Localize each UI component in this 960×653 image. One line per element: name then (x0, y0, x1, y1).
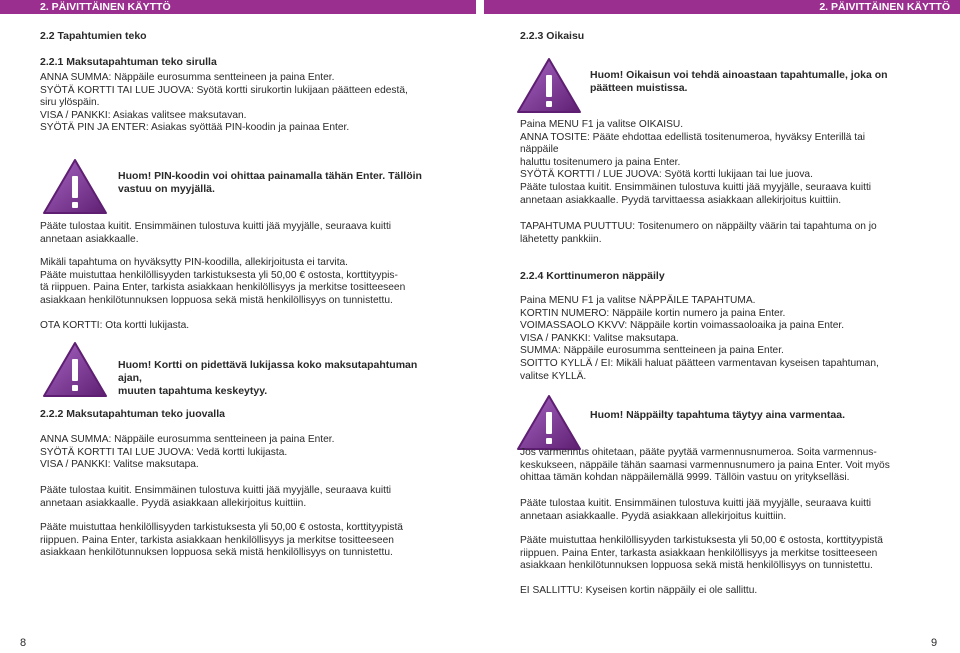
text-line: ANNA SUMMA: Näppäile eurosumma sentteineen ja paina Enter. (40, 434, 335, 445)
section-heading: 2.2 Tapahtumien teko (40, 30, 147, 42)
text-line: Pääte tulostaa kuitit. Ensimmäinen tulostuva kuitti jää myyjälle, seuraava kuitti (40, 485, 392, 496)
warning-triangle-icon (40, 340, 110, 400)
header-bar-right (484, 0, 960, 14)
text-line: Huom! Oikaisun voi tehdä ainoastaan tapahtumalle, joka on (590, 69, 888, 81)
text-line: ohittaa tämän kohdan näppäilemällä 9999. Tällöin vastuu on yritykselläsi. (520, 472, 850, 484)
text-line: Mikäli tapahtuma on hyväksytty PIN-koodilla, allekirjoitusta ei tarvita. (40, 257, 349, 268)
paragraph-missing-transaction (520, 221, 877, 246)
paragraph-not-allowed: EI SALLITTU: Kyseisen kortin näppäily ei ole sallittu. (520, 585, 758, 596)
text-line: riippuen. Paina Enter, tarkasta asiakkaan henkilöllisyys ja merkitse tositteeseen (520, 547, 878, 559)
text-line: annetaan asiakkaalle. Pyydä asiakkaan allekirjoitus kuittiin. (40, 497, 307, 509)
text-line: asiakkaan henkilötunnuksen loppuosa sekä mistä henkilöllisyys on tunnistettu. (40, 294, 393, 306)
paragraph-correction-steps (520, 119, 900, 182)
text-line: VISA / PANKKI: Valitse maksutapa. (520, 332, 679, 344)
text-line: Huom! Kortti on pidettävä lukijassa koko maksutapahtuman ajan, (118, 359, 418, 384)
header-title-right: 2. PÄIVITTÄINEN KÄYTTÖ (819, 1, 950, 13)
paragraph-receipts-stripe (40, 485, 391, 510)
warning-text (590, 409, 845, 422)
warning-text (118, 170, 422, 196)
text-line: VISA / PANKKI: Asiakas valitsee maksutavan. (40, 109, 247, 121)
warning-box-verify (514, 393, 845, 453)
paragraph-id-check (40, 257, 405, 307)
text-line: vastuu on myyjällä. (118, 183, 215, 195)
text-line: Huom! Näppäilty tapahtuma täytyy aina varmentaa. (590, 409, 845, 421)
text-line: TAPAHTUMA PUUTTUU: Tositenumero on näppäilty väärin tai tapahtuma on jo (520, 221, 877, 232)
header-bar-left (0, 0, 476, 14)
text-line: valitse KYLLÄ. (520, 370, 587, 382)
text-line: asiakkaan henkilötunnuksen loppuosa sekä mistä henkilöllisyys on tunnistettu. (40, 547, 393, 559)
text-line: ANNA TOSITE: Pääte ehdottaa edellistä tositenumeroa, hyväksy Enterillä tai näppäile (520, 131, 866, 156)
warning-triangle-icon (40, 157, 110, 217)
text-line: annetaan asiakkaalle. Pyydä asiakkaan allekirjoitus kuittiin. (520, 510, 787, 522)
subsection-heading-2-2-2: 2.2.2 Maksutapahtuman teko juovalla (40, 408, 225, 420)
text-line: Pääte muistuttaa henkilöllisyyden tarkistuksesta yli 50,00 € ostosta, korttityypis- (40, 269, 398, 281)
text-line: Huom! PIN-koodin voi ohittaa painamalla tähän Enter. Tällöin (118, 170, 422, 182)
text-line: Pääte muistuttaa henkilöllisyyden tarkistuksesta yli 50,00 € ostosta, korttityypistä (520, 535, 883, 546)
text-line: annetaan asiakkaalle. Pyydä tarvittaessa asiakkaan allekirjoitus kuittiin. (520, 194, 842, 206)
paragraph-verification (520, 447, 890, 485)
text-line: Paina MENU F1 ja valitse OIKAISU. (520, 119, 684, 130)
text-line: tä riippuen. Paina Enter, tarkista asiakkaan henkilöllisyys ja merkitse tositteeseen (40, 282, 406, 294)
text-line: Pääte muistuttaa henkilöllisyyden tarkistuksesta yli 50,00 € ostosta, korttityypistä (40, 522, 403, 533)
text-line: Jos varmennus ohitetaan, pääte pyytää varmennusnumeroa. Soita varmennus- (520, 447, 877, 458)
text-line: VOIMASSAOLO KKVV: Näppäile kortin voimassaoloaika ja paina Enter. (520, 320, 845, 332)
text-line: SOITTO KYLLÄ / EI: Mikäli haluat päätteen varmentavan kyseisen tapahtuman, (520, 357, 879, 369)
text-line: keskukseen, näppäile tähän saamasi varmennusnumero ja paina Enter. Voit myös (520, 459, 890, 471)
warning-triangle-icon (514, 56, 584, 116)
paragraph-sub2 (40, 434, 334, 472)
warning-box-card (40, 340, 440, 400)
warning-triangle-icon (514, 393, 584, 453)
paragraph-id-check-stripe (40, 522, 403, 560)
text-line: SYÖTÄ KORTTI TAI LUE JUOVA: Syötä kortti sirukortin lukijaan päätteen edestä, (40, 84, 408, 96)
paragraph-manual-receipts (520, 498, 871, 523)
page-number-left: 8 (20, 637, 27, 649)
text-line: Pääte tulostaa kuitit. Ensimmäinen tulostuva kuitti jää myyjälle, seuraava kuitti (40, 221, 392, 232)
text-line: Paina MENU F1 ja valitse NÄPPÄILE TAPAHTUMA. (520, 295, 756, 306)
subsection-heading-2-2-3: 2.2.3 Oikaisu (520, 30, 585, 42)
warning-box-pin (40, 157, 422, 217)
text-line: siru ylöspäin. (40, 97, 100, 109)
text-line: haluttu tositenumero ja paina Enter. (520, 156, 681, 168)
text-line: SYÖTÄ KORTTI / LUE JUOVA: Syötä kortti lukijaan tai lue juova. (520, 169, 813, 181)
text-line: SYÖTÄ KORTTI TAI LUE JUOVA: Vedä kortti lukijasta. (40, 446, 288, 458)
text-line: päätteen muistissa. (590, 82, 688, 94)
text-line: annetaan asiakkaalle. (40, 233, 139, 245)
warning-text (590, 69, 888, 95)
warning-box-correction (514, 56, 888, 116)
text-line: Pääte tulostaa kuitit. Ensimmäinen tulostuva kuitti jää myyjälle, seuraava kuitti (520, 182, 872, 193)
warning-text (118, 359, 440, 398)
text-line: asiakkaan henkilötunnuksen loppuosa sekä mistä henkilöllisyys on tunnistettu. (520, 560, 873, 572)
text-line: VISA / PANKKI: Valitse maksutapa. (40, 459, 199, 471)
paragraph-sub1 (40, 72, 408, 135)
paragraph-take-card: OTA KORTTI: Ota kortti lukijasta. (40, 320, 190, 331)
subsection-heading-2-2-1: 2.2.1 Maksutapahtuman teko sirulla (40, 56, 217, 68)
paragraph-manual-id-check (520, 535, 883, 573)
text-line: SUMMA: Näppäile eurosumma sentteineen ja paina Enter. (520, 345, 784, 357)
paragraph-receipts (40, 221, 391, 246)
text-line: ANNA SUMMA: Näppäile eurosumma sentteineen ja paina Enter. (40, 72, 335, 83)
text-line: Pääte tulostaa kuitit. Ensimmäinen tulostuva kuitti jää myyjälle, seuraava kuitti (520, 498, 872, 509)
paragraph-correction-receipts (520, 182, 871, 207)
paragraph-manual-entry (520, 295, 879, 383)
text-line: lähetetty pankkiin. (520, 233, 602, 245)
subsection-heading-2-2-4: 2.2.4 Korttinumeron näppäily (520, 270, 665, 282)
text-line: riippuen. Paina Enter, tarkista asiakkaan henkilöllisyys ja merkitse tositteeseen (40, 534, 394, 546)
text-line: muuten tapahtuma keskeytyy. (118, 385, 268, 397)
header-title-left: 2. PÄIVITTÄINEN KÄYTTÖ (40, 1, 171, 13)
page-number-right: 9 (931, 637, 938, 649)
text-line: KORTIN NUMERO: Näppäile kortin numero ja paina Enter. (520, 307, 786, 319)
text-line: SYÖTÄ PIN JA ENTER: Asiakas syöttää PIN-koodin ja painaa Enter. (40, 122, 350, 134)
